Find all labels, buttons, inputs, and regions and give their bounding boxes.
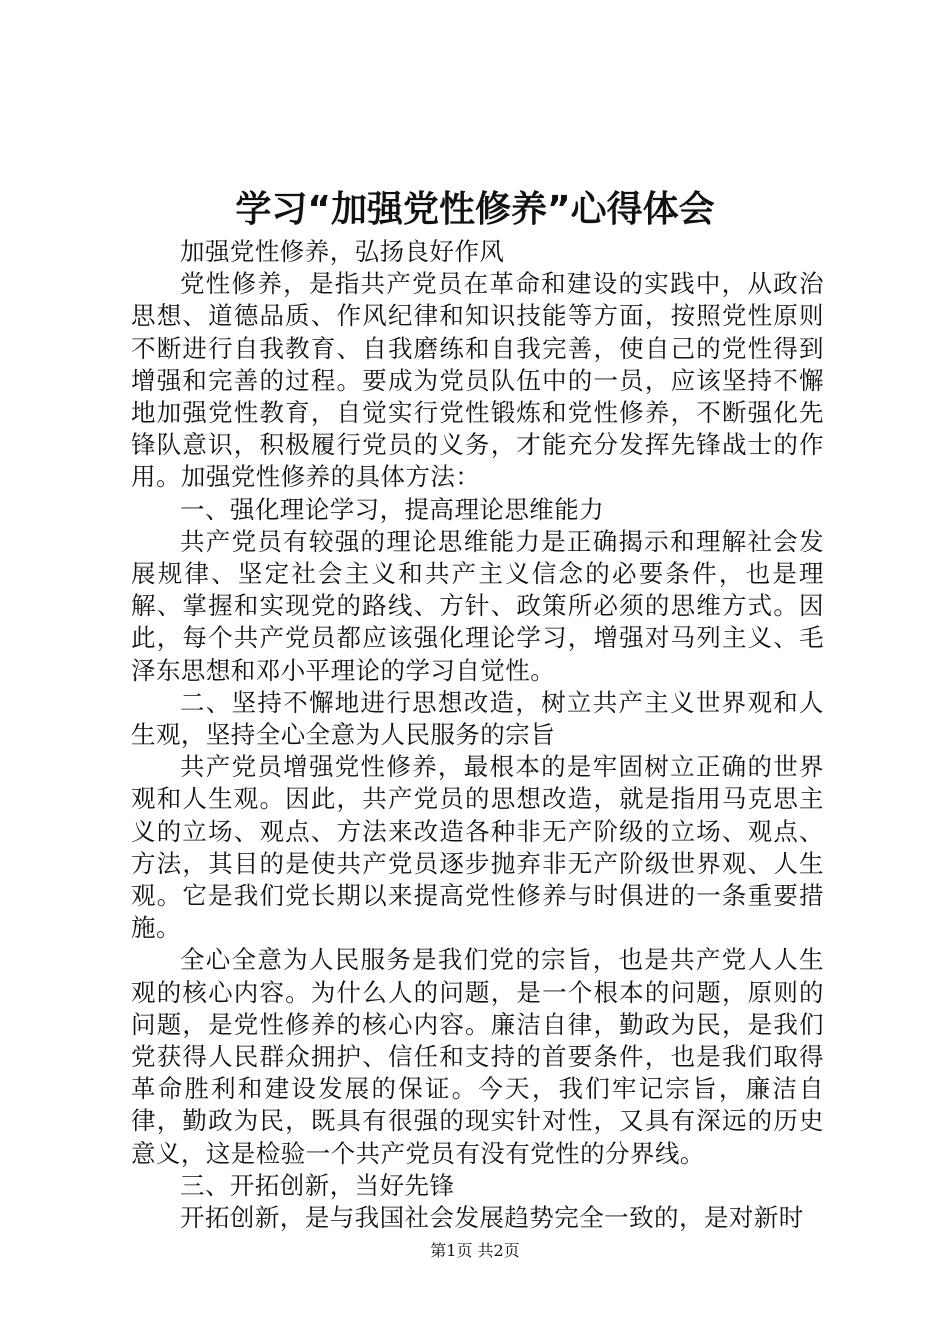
document-body <box>131 236 824 1234</box>
section-heading-1: 一、强化理论学习，提高理论思维能力 <box>180 494 605 524</box>
section-heading-3: 三、开拓创新，当好先锋 <box>180 1170 455 1200</box>
body-paragraph: 开拓创新，是与我国社会发展趋势完全一致的，是对新时 <box>180 1203 804 1233</box>
body-paragraph: 党性修养，是指共产党员在革命和建设的实践中，从政治思想、道德品质、作风纪律和知识技能等方面，按照党性原则不断进行自我教育、自我磨练和自我完善，使自己的党性得到增强和完善的过程。要成为党员队伍中的一员，应该坚持不懈地加强党性教育，自觉实行党性锻炼和党性修养，不断强化先锋队意识，积极履行党员的义务，才能充分发挥先锋战士的作用。加强党性修养的具体方法： <box>131 269 824 492</box>
page-footer: 第1页 共2页 <box>430 1241 520 1260</box>
document-title: 学习“加强党性修养”心得体会 <box>235 189 715 230</box>
body-paragraph: 全心全意为人民服务是我们党的宗旨，也是共产党人人生观的核心内容。为什么人的问题，是一个根本的问题，原则的问题，是党性修养的核心内容。廉洁自律，勤政为民，是我们党获得人民群众拥护、信任和支持的首要条件，也是我们取得革命胜利和建设发展的保证。今天，我们牢记宗旨，廉洁自律，勤政为民，既具有很强的现实针对性，又具有深远的历史意义，这是检验一个共产党员有没有党性的分界线。 <box>131 945 824 1168</box>
section-heading-2: 二、坚持不懈地进行思想改造，树立共产主义世界观和人生观，坚持全心全意为人民服务的宗旨 <box>131 687 824 750</box>
body-paragraph: 共产党员有较强的理论思维能力是正确揭示和理解社会发展规律、坚定社会主义和共产主义信念的必要条件，也是理解、掌握和实现党的路线、方针、政策所必须的思维方式。因此，每个共产党员都应该强化理论学习，增强对马列主义、毛泽东思想和邓小平理论的学习自觉性。 <box>131 526 824 685</box>
subtitle-paragraph: 加强党性修养，弘扬良好作风 <box>180 237 505 266</box>
body-paragraph: 共产党员增强党性修养，最根本的是牢固树立正确的世界观和人生观。因此，共产党员的思想改造，就是指用马克思主义的立场、观点、方法来改造各种非无产阶级的立场、观点、方法，其目的是使共产党员逐步抛弃非无产阶级世界观、人生观。它是我们党长期以来提高党性修养与时俱进的一条重要措施。 <box>131 752 824 943</box>
